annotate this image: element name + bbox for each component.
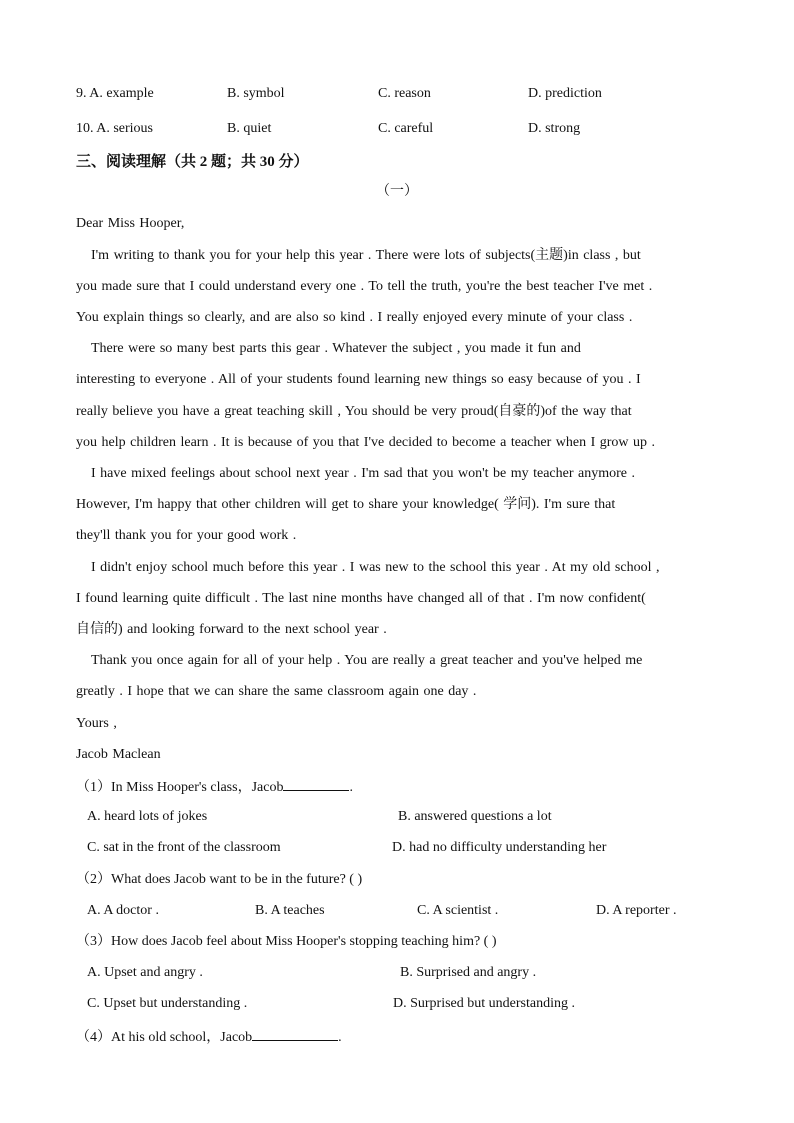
letter-greeting: Dear Miss Hooper, — [76, 216, 185, 231]
letter-line: you made sure that I could understand every one . To tell the truth, you're the best teacher I've met . — [76, 279, 653, 294]
letter-line: interesting to everyone . All of your students found learning new things so easy because of you . I — [76, 372, 641, 387]
question-2-option-b: B. A teaches — [255, 903, 325, 918]
option-9-c: C. reason — [378, 86, 431, 101]
question-1-option-a: A. heard lots of jokes — [87, 809, 208, 824]
letter-line: There were so many best parts this gear . Whatever the subject , you made it fun and — [91, 341, 581, 356]
question-4-end: . — [338, 1030, 342, 1045]
question-2-option-a: A. A doctor . — [87, 903, 159, 918]
letter-line: really believe you have a great teaching skill , You should be very proud(自豪的)of the way that — [76, 404, 632, 419]
question-2-stem: （2）What does Jacob want to be in the future? ( ) — [76, 872, 363, 887]
letter-line: you help children learn . It is because of you that I've decided to become a teacher when I grow up . — [76, 435, 656, 450]
question-3-option-a: A. Upset and angry . — [87, 965, 203, 980]
question-1-option-b: B. answered questions a lot — [398, 809, 552, 824]
question-2-option-c: C. A scientist . — [417, 903, 499, 918]
answer-blank[interactable] — [252, 1026, 338, 1041]
question-1-end: . — [349, 780, 353, 795]
question-1-option-c: C. sat in the front of the classroom — [87, 840, 281, 855]
option-row-10 — [0, 119, 794, 139]
letter-line: I have mixed feelings about school next year . I'm sad that you won't be my teacher anymore . — [91, 466, 635, 481]
letter-closing: Yours , — [76, 716, 117, 731]
letter-line: You explain things so clearly, and are also so kind . I really enjoyed every minute of your class . — [76, 310, 633, 325]
letter-line: I'm writing to thank you for your help this year . There were lots of subjects(主题)in class , but — [91, 248, 641, 263]
letter-signature: Jacob Maclean — [76, 747, 161, 762]
option-row-9 — [0, 84, 794, 104]
letter-line: Thank you once again for all of your help . You are really a great teacher and you've helped me — [91, 653, 643, 668]
letter-line: they'll thank you for your good work . — [76, 528, 297, 543]
option-10-c: C. careful — [378, 121, 434, 136]
option-10-a: 10. A. serious — [76, 121, 153, 136]
question-3-stem: （3）How does Jacob feel about Miss Hooper's stopping teaching him? ( ) — [76, 934, 497, 949]
question-3-option-b: B. Surprised and angry . — [400, 965, 537, 980]
question-4-text: （4）At his old school，Jacob — [76, 1030, 253, 1045]
letter-line: greatly . I hope that we can share the same classroom again one day . — [76, 684, 477, 699]
answer-blank[interactable] — [283, 776, 349, 791]
question-3-option-c: C. Upset but understanding . — [87, 996, 248, 1011]
option-9-b: B. symbol — [227, 86, 285, 101]
passage-number: （一） — [376, 184, 418, 199]
option-9-a: 9. A. example — [76, 86, 154, 101]
letter-line: However, I'm happy that other children will get to share your knowledge( 学问). I'm sure that — [76, 497, 616, 512]
section-title: 三、阅读理解（共 2 题；共 30 分） — [76, 154, 309, 170]
letter-line: I didn't enjoy school much before this year . I was new to the school this year . At my old school , — [91, 560, 660, 575]
question-1-text: （1）In Miss Hooper's class，Jacob — [76, 780, 284, 795]
option-9-d: D. prediction — [528, 86, 602, 101]
question-1-option-d: D. had no difficulty understanding her — [392, 840, 607, 855]
question-4-stem — [76, 1026, 342, 1046]
question-2-option-d: D. A reporter . — [596, 903, 677, 918]
question-1-stem — [76, 776, 353, 796]
option-10-b: B. quiet — [227, 121, 272, 136]
question-3-option-d: D. Surprised but understanding . — [393, 996, 575, 1011]
letter-line: 自信的) and looking forward to the next school year . — [76, 622, 387, 637]
option-10-d: D. strong — [528, 121, 581, 136]
letter-line: I found learning quite difficult . The last nine months have changed all of that . I'm now confident( — [76, 591, 646, 606]
